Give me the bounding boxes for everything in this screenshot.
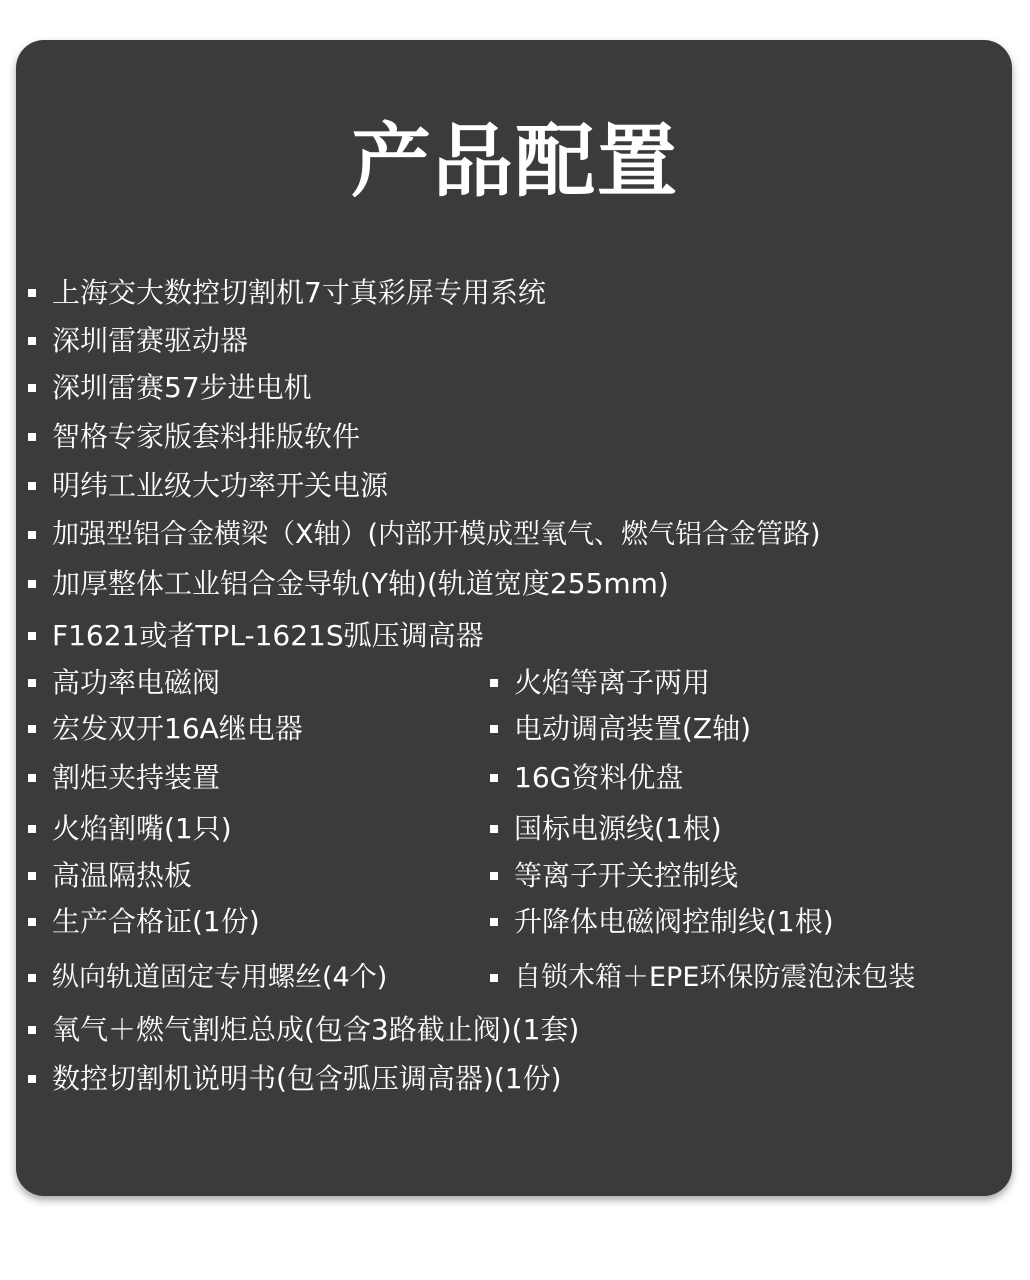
list-item [28, 902, 260, 942]
list-item-label: 数控切割机说明书(包含弧压调高器)(1份) [52, 1062, 562, 1095]
bullet-icon [490, 974, 498, 982]
bullet-icon [28, 632, 36, 640]
list-item [490, 958, 915, 998]
list-item-label: 火焰等离子两用 [514, 666, 711, 699]
list-item [490, 856, 738, 896]
list-item-label: 纵向轨道固定专用螺丝(4个) [52, 962, 388, 993]
bullet-icon [490, 825, 498, 833]
list-item-label: F1621或者TPL-1621S弧压调高器 [52, 619, 484, 652]
list-item [490, 663, 710, 703]
list-item-label: 生产合格证(1份) [52, 905, 260, 938]
list-item-label: 电动调高装置(Z轴) [514, 712, 752, 745]
list-item-label: 16G资料优盘 [514, 761, 684, 794]
list-item-label: 上海交大数控切割机7寸真彩屏专用系统 [52, 276, 546, 309]
bullet-icon [490, 725, 498, 733]
bullet-icon [28, 918, 36, 926]
bullet-icon [28, 825, 36, 833]
list-item-label: 宏发双开16A继电器 [52, 712, 303, 745]
bullet-icon [490, 679, 498, 687]
list-item [28, 321, 248, 361]
bullet-icon [28, 289, 36, 297]
list-item [28, 958, 387, 998]
list-item-label: 深圳雷赛57步进电机 [52, 371, 312, 404]
list-item-label: 升降体电磁阀控制线(1根) [514, 905, 834, 938]
list-item [490, 758, 683, 798]
bullet-icon [28, 679, 36, 687]
list-item-label: 割炬夹持装置 [52, 761, 221, 794]
list-item [28, 663, 220, 703]
list-item-label: 加强型铝合金横梁（X轴）(内部开模成型氧气、燃气铝合金管路) [52, 519, 821, 550]
list-item [28, 809, 232, 849]
bullet-icon [490, 872, 498, 880]
page-title: 产品配置 [351, 115, 679, 208]
bullet-icon [28, 337, 36, 345]
bullet-icon [28, 872, 36, 880]
list-item [28, 1010, 579, 1050]
list-item [490, 809, 722, 849]
list-item-label: 自锁木箱＋EPE环保防震泡沫包装 [514, 962, 916, 993]
bullet-icon [28, 774, 36, 782]
list-item-label: 等离子开关控制线 [514, 859, 739, 892]
bullet-icon [28, 384, 36, 392]
list-item-label: 火焰割嘴(1只) [52, 812, 232, 845]
list-item [28, 856, 192, 896]
list-item-label: 国标电源线(1根) [514, 812, 722, 845]
list-item-label: 高功率电磁阀 [52, 666, 221, 699]
list-item [28, 466, 388, 506]
list-item-label: 加厚整体工业铝合金导轨(Y轴)(轨道宽度255mm) [52, 567, 669, 600]
list-item-label: 明纬工业级大功率开关电源 [52, 469, 389, 502]
list-item [28, 758, 220, 798]
bullet-icon [28, 974, 36, 982]
bullet-icon [490, 774, 498, 782]
list-item-label: 深圳雷赛驱动器 [52, 324, 249, 357]
bullet-icon [28, 1075, 36, 1083]
list-item-label: 氧气＋燃气割炬总成(包含3路截止阀)(1套) [52, 1013, 580, 1046]
bullet-icon [28, 531, 36, 539]
list-item [28, 515, 821, 555]
bullet-icon [28, 580, 36, 588]
list-item [28, 368, 312, 408]
list-item-label: 智格专家版套料排版软件 [52, 420, 361, 453]
list-item [28, 564, 669, 604]
bullet-icon [28, 482, 36, 490]
bullet-icon [28, 433, 36, 441]
bullet-icon [490, 918, 498, 926]
list-item [28, 417, 360, 457]
list-item [490, 902, 834, 942]
list-item [28, 709, 303, 749]
list-item [490, 709, 751, 749]
list-item [28, 616, 484, 656]
list-item-label: 高温隔热板 [52, 859, 193, 892]
bullet-icon [28, 725, 36, 733]
list-item [28, 273, 546, 313]
list-item [28, 1059, 562, 1099]
bullet-icon [28, 1026, 36, 1034]
